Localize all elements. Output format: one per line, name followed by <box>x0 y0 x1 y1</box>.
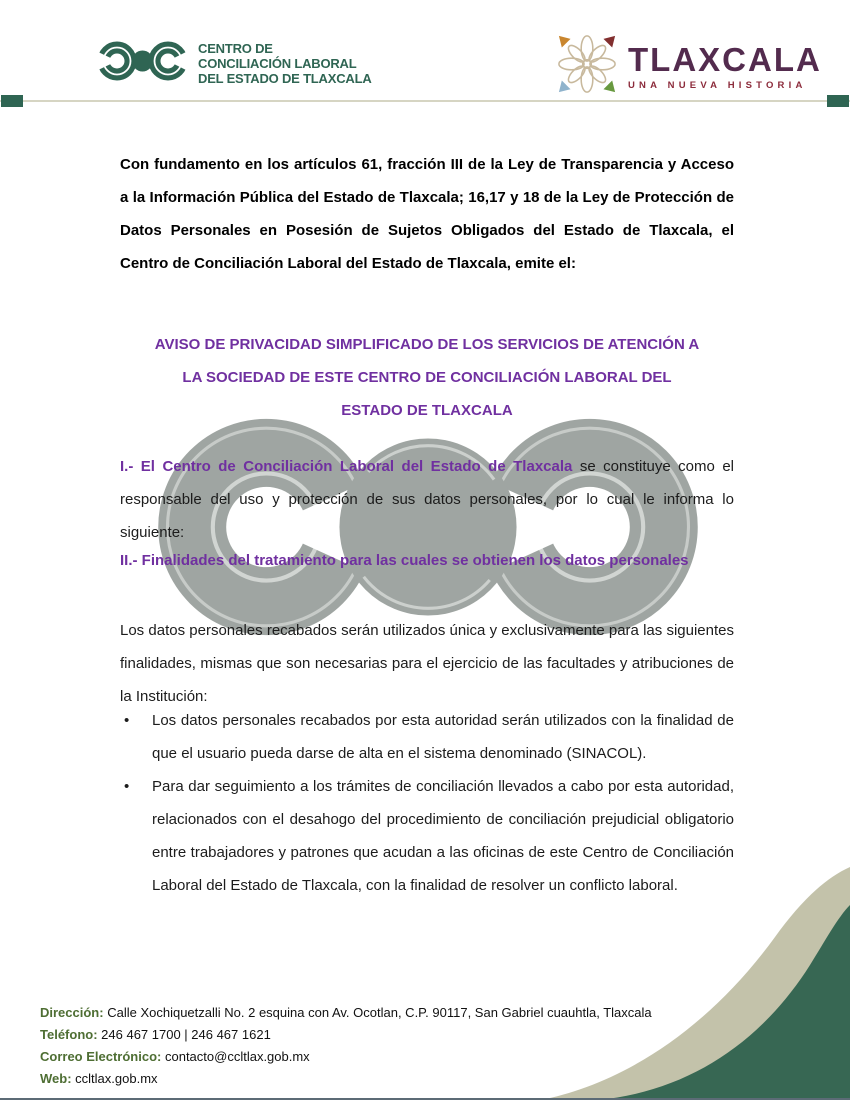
section-1-rest: se constituye como el responsable del uso y protección de sus datos personales, por lo cual le informa lo siguiente: <box>120 458 734 541</box>
ccl-logo-line2: CONCILIACIÓN LABORAL <box>198 56 357 71</box>
footer-row-address <box>40 1002 652 1024</box>
bullet-text-1: Los datos personales recabados por esta autoridad serán utilizados con la finalidad de que el usuario pueda darse de alta en el sistema denominado (SINACOL). <box>152 712 734 762</box>
title-line1: AVISO DE PRIVACIDAD SIMPLIFICADO DE LOS SERVICIOS DE ATENCIÓN A <box>154 336 700 353</box>
email-value: contacto@ccltlax.gob.mx <box>164 1049 310 1064</box>
tlaxcala-title: TLAXCALA <box>628 40 822 78</box>
ccl-logo-line3: DEL ESTADO DE TLAXCALA <box>198 71 372 86</box>
email-label: Correo Electrónico: <box>40 1049 162 1064</box>
intro-paragraph: Con fundamento en los artículos 61, fracción III de la Ley de Transparencia y Acceso a la Información Pública del Estado de Tlaxcala; 16,17 y 18 de la Ley de Protección de Datos Personales en Posesión de Sujetos Obligados del Estado de Tlaxcala, el Centro de Conciliación Laboral del Estado de Tlaxcala, emite el: <box>120 156 734 272</box>
section-1-paragraph <box>120 450 734 549</box>
tlaxcala-wordmark <box>628 40 822 91</box>
address-value: Calle Xochiquetzalli No. 2 esquina con Av. Ocotlan, C.P. 90117, San Gabriel cuauhtla, Tlaxcala <box>107 1005 652 1020</box>
ccl-doc-glyph-icon <box>96 38 188 89</box>
phone-label: Teléfono: <box>40 1027 98 1042</box>
section-1-lead: I.- El Centro de Conciliación Laboral del Estado de Tlaxcala <box>120 458 573 475</box>
header-divider-right-block <box>827 95 849 107</box>
tlaxcala-logo <box>556 33 822 100</box>
section-2-heading: II.- Finalidades del tratamiento para las cuales se obtienen los datos personales <box>120 552 689 569</box>
header-divider-line <box>0 100 850 102</box>
footer-contact-block <box>40 1002 652 1090</box>
header-divider-left-block <box>1 95 23 107</box>
web-label: Web: <box>40 1071 72 1086</box>
bullet-dot: • <box>124 778 130 795</box>
bullet-dot: • <box>124 712 130 729</box>
ccl-logo <box>96 38 372 89</box>
list-item <box>120 704 734 770</box>
web-value: ccltlax.gob.mx <box>75 1071 158 1086</box>
address-label: Dirección: <box>40 1005 104 1020</box>
tlaxcala-flower-icon <box>556 33 618 100</box>
privacy-notice-title <box>120 328 734 427</box>
footer-row-web <box>40 1068 652 1090</box>
title-line3: ESTADO DE TLAXCALA <box>341 402 513 419</box>
tlaxcala-tagline: UNA NUEVA HISTORIA <box>628 79 807 91</box>
footer-row-email <box>40 1046 652 1068</box>
bullet-text-2: Para dar seguimiento a los trámites de conciliación llevados a cabo por esta autoridad, relacionados con el desahogo del procedimiento de conciliación prejudicial obligatorio entre trabajadores y patrones que acudan a las oficinas de este Centro de Conciliación Laboral del Estado de Tlaxcala, con la finalidad de resolver un conflicto laboral. <box>152 778 734 894</box>
ccl-logo-line1: CENTRO DE <box>198 41 273 56</box>
ccl-logo-text <box>198 41 372 86</box>
footer-row-phone <box>40 1024 652 1046</box>
section-2-intro: Los datos personales recabados serán utilizados única y exclusivamente para las siguientes finalidades, mismas que son necesarias para el ejercicio de las facultades y atribuciones de la Institución: <box>120 622 734 705</box>
title-line2: LA SOCIEDAD DE ESTE CENTRO DE CONCILIACIÓN LABORAL DEL <box>182 369 672 386</box>
phone-value: 246 467 1700 | 246 467 1621 <box>101 1027 271 1042</box>
